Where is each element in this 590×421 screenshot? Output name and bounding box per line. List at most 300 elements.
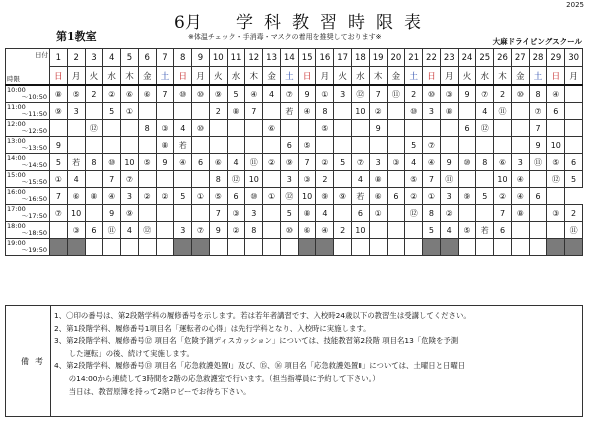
lesson-cell	[85, 137, 103, 154]
lesson-cell: ⑩	[405, 103, 423, 120]
weekday-cell: 月	[565, 67, 583, 86]
lesson-cell	[405, 239, 423, 256]
lesson-cell: 6	[192, 154, 210, 171]
date-cell: 19	[369, 49, 387, 67]
remarks-box	[5, 305, 583, 417]
weekday-cell: 火	[458, 67, 476, 86]
lesson-cell: 10	[298, 188, 316, 205]
weekday-cell: 水	[227, 67, 245, 86]
lesson-cell: 4	[352, 171, 370, 188]
weekday-cell: 水	[352, 67, 370, 86]
lesson-cell: 3	[280, 171, 298, 188]
lesson-cell	[334, 239, 352, 256]
weekday-cell: 木	[369, 67, 387, 86]
period-start: 10:00	[7, 86, 26, 94]
lesson-cell: 8	[423, 205, 441, 222]
lesson-cell	[263, 171, 281, 188]
lesson-cell	[156, 103, 174, 120]
date-cell: 10	[209, 49, 227, 67]
lesson-cell	[529, 239, 547, 256]
lesson-cell: ⑩	[192, 85, 210, 103]
lesson-cell	[369, 137, 387, 154]
lesson-cell	[103, 137, 121, 154]
weekday-cell: 日	[423, 67, 441, 86]
lesson-cell: 2	[494, 85, 512, 103]
lesson-cell: ④	[298, 103, 316, 120]
date-cell: 4	[103, 49, 121, 67]
lesson-cell	[50, 120, 68, 137]
lesson-cell: 5	[227, 85, 245, 103]
lesson-cell: ①	[369, 205, 387, 222]
lesson-cell: ⑩	[192, 120, 210, 137]
remark-line: 2、第1段階学科、履修番号1項目名「運転者の心得」は先行学科となり、入校時に実施します。	[54, 323, 371, 333]
lesson-cell	[334, 120, 352, 137]
date-cell: 21	[405, 49, 423, 67]
lesson-cell: ⑤	[458, 222, 476, 239]
weekday-cell: 日	[50, 67, 68, 86]
period-row	[6, 103, 583, 120]
lesson-cell: ④	[174, 154, 192, 171]
lesson-cell: ⑥	[67, 188, 85, 205]
lesson-cell: ⑫	[547, 171, 565, 188]
lesson-cell	[494, 239, 512, 256]
lesson-cell: 5	[565, 171, 583, 188]
lesson-cell: ⑩	[511, 85, 529, 103]
lesson-cell: 7	[369, 85, 387, 103]
lesson-cell	[494, 137, 512, 154]
lesson-cell: ⑩	[103, 154, 121, 171]
lesson-cell: ④	[316, 222, 334, 239]
period-start: 13:00	[7, 137, 26, 145]
lesson-cell	[511, 103, 529, 120]
lesson-cell: 3	[440, 188, 458, 205]
lesson-cell: ⑫	[352, 85, 370, 103]
lesson-cell	[156, 239, 174, 256]
lesson-cell	[387, 239, 405, 256]
date-cell: 27	[511, 49, 529, 67]
lesson-cell	[565, 103, 583, 120]
date-cell: 23	[440, 49, 458, 67]
lesson-cell: ⑦	[121, 171, 139, 188]
lesson-cell: ④	[511, 171, 529, 188]
lesson-cell: 9	[103, 205, 121, 222]
lesson-cell	[529, 205, 547, 222]
lesson-cell: ①	[50, 171, 68, 188]
lesson-cell: 9	[458, 85, 476, 103]
period-start: 11:00	[7, 103, 26, 111]
lesson-cell: 10	[494, 171, 512, 188]
lesson-cell: 4	[67, 171, 85, 188]
weekday-cell: 土	[156, 67, 174, 86]
lesson-cell: 3	[245, 205, 263, 222]
period-end: ～14:50	[21, 161, 47, 169]
lesson-cell	[121, 137, 139, 154]
weekday-row	[6, 67, 583, 86]
period-time	[6, 222, 50, 239]
period-end: ～10:50	[21, 93, 47, 101]
date-cell: 11	[227, 49, 245, 67]
lesson-cell: ⑤	[298, 137, 316, 154]
lesson-cell	[440, 120, 458, 137]
lesson-cell: 5	[280, 205, 298, 222]
weekday-cell: 金	[138, 67, 156, 86]
period-start: 19:00	[7, 239, 26, 247]
lesson-cell: 6	[280, 137, 298, 154]
date-cell: 17	[334, 49, 352, 67]
period-end: ～13:50	[21, 144, 47, 152]
classroom-label: 第1教室	[56, 30, 97, 43]
lesson-cell: ⑪	[440, 171, 458, 188]
date-cell: 24	[458, 49, 476, 67]
lesson-cell: ③	[387, 154, 405, 171]
period-time	[6, 137, 50, 154]
lesson-cell	[387, 137, 405, 154]
lesson-cell: 7	[50, 188, 68, 205]
lesson-cell	[334, 103, 352, 120]
lesson-cell: 6	[387, 188, 405, 205]
lesson-cell	[85, 171, 103, 188]
lesson-cell: ⑩	[423, 85, 441, 103]
lesson-cell: ⑤	[405, 171, 423, 188]
weekday-cell: 月	[316, 67, 334, 86]
lesson-cell: 6	[227, 188, 245, 205]
lesson-cell: 8	[476, 154, 494, 171]
lesson-cell	[67, 239, 85, 256]
lesson-cell: ④	[423, 154, 441, 171]
lesson-cell	[316, 239, 334, 256]
lesson-cell	[192, 103, 210, 120]
weekday-cell: 木	[494, 67, 512, 86]
lesson-cell: 4	[263, 85, 281, 103]
lesson-cell: ⑦	[50, 205, 68, 222]
date-row	[6, 49, 583, 67]
lesson-cell: 5	[405, 137, 423, 154]
date-cell: 29	[547, 49, 565, 67]
lesson-cell: ④	[547, 85, 565, 103]
lesson-cell	[138, 205, 156, 222]
weekday-cell: 木	[121, 67, 139, 86]
period-end: ～15:50	[21, 178, 47, 186]
lesson-cell: 7	[494, 205, 512, 222]
period-time	[6, 120, 50, 137]
lesson-cell: ⑤	[547, 154, 565, 171]
lesson-cell	[458, 103, 476, 120]
lesson-cell: ①	[423, 188, 441, 205]
health-notice: ※体温チェック・手消毒・マスクの着用を推奨しております※	[188, 33, 382, 41]
lesson-cell: 8	[316, 103, 334, 120]
remark-line: 1、〇印の番号は、第2段階学科の履修番号を示します。若は若年者講習です、入校時24歳以下の教習生は受講してください。	[54, 311, 471, 320]
lesson-cell: 6	[529, 188, 547, 205]
date-cell: 8	[174, 49, 192, 67]
weekday-cell: 火	[334, 67, 352, 86]
lesson-cell: ⑪	[103, 222, 121, 239]
lesson-cell	[156, 171, 174, 188]
date-cell: 9	[192, 49, 210, 67]
weekday-cell: 日	[547, 67, 565, 86]
date-cell: 2	[67, 49, 85, 67]
lesson-cell: ⑩	[245, 188, 263, 205]
lesson-cell	[547, 120, 565, 137]
lesson-cell: ⑫	[227, 171, 245, 188]
lesson-cell: ②	[494, 188, 512, 205]
date-cell: 1	[50, 49, 68, 67]
lesson-cell: ⑨	[334, 188, 352, 205]
lesson-cell	[334, 205, 352, 222]
year-label: 2025	[566, 1, 584, 9]
lesson-cell: ②	[103, 85, 121, 103]
period-row	[6, 120, 583, 137]
lesson-cell: ①	[192, 188, 210, 205]
lesson-cell: ④	[103, 188, 121, 205]
lesson-cell: ⑫	[280, 188, 298, 205]
lesson-cell	[352, 120, 370, 137]
lesson-cell: ⑪	[529, 154, 547, 171]
title-text: 学科教習時限表	[236, 13, 432, 33]
remark-line: 3、第2段階学科、履修番号⑫ 項目名「危険予測ディスカッション」については、技能教習第2段階 項目名13「危険を予測	[54, 336, 459, 346]
lesson-cell: ⑥	[263, 120, 281, 137]
lesson-cell: 5	[423, 222, 441, 239]
weekday-cell: 月	[440, 67, 458, 86]
lesson-cell: 9	[529, 137, 547, 154]
lesson-cell	[67, 120, 85, 137]
lesson-cell	[138, 171, 156, 188]
lesson-cell	[174, 239, 192, 256]
lesson-cell: 若	[67, 154, 85, 171]
lesson-cell: ⑫	[85, 120, 103, 137]
lesson-cell	[209, 137, 227, 154]
lesson-cell	[511, 120, 529, 137]
lesson-cell	[138, 103, 156, 120]
lesson-cell	[263, 137, 281, 154]
lesson-cell	[174, 171, 192, 188]
date-cell: 12	[245, 49, 263, 67]
lesson-cell	[227, 137, 245, 154]
period-time	[6, 188, 50, 205]
period-end: ～19:50	[21, 246, 47, 254]
school-name: 大麻ドライビングスクール	[492, 37, 582, 46]
period-start: 12:00	[7, 120, 26, 128]
period-time	[6, 171, 50, 188]
lesson-cell	[387, 103, 405, 120]
lesson-cell	[547, 239, 565, 256]
lesson-cell	[245, 120, 263, 137]
lesson-cell: ⑫	[138, 222, 156, 239]
lesson-cell: 9	[50, 137, 68, 154]
lesson-cell	[138, 137, 156, 154]
weekday-cell: 水	[103, 67, 121, 86]
remark-line: した運転」の後、続けて実施します。	[54, 348, 194, 358]
lesson-cell: ⑧	[369, 171, 387, 188]
remark-line: 4、第2段階学科、履修番号⑬ 項目名「応急救護処置Ⅰ」及び、⑮、⑯ 項目名「応急救護処置Ⅱ」については、土曜日と日曜日	[54, 361, 466, 371]
lesson-cell	[156, 205, 174, 222]
lesson-cell	[387, 222, 405, 239]
lesson-cell	[245, 137, 263, 154]
lesson-cell: ③	[298, 171, 316, 188]
period-start: 17:00	[7, 205, 26, 213]
lesson-cell: ⑧	[440, 103, 458, 120]
header-corner	[6, 49, 50, 86]
lesson-cell: ②	[369, 103, 387, 120]
lesson-cell: 10	[121, 154, 139, 171]
period-row	[6, 239, 583, 256]
lesson-cell: ⑨	[121, 205, 139, 222]
lesson-cell	[138, 239, 156, 256]
lesson-cell: ⑧	[50, 85, 68, 103]
lesson-cell	[352, 239, 370, 256]
lesson-cell: ⑩	[280, 222, 298, 239]
lesson-cell: ⑧	[85, 188, 103, 205]
period-start: 18:00	[7, 222, 26, 230]
lesson-cell: ⑪	[494, 103, 512, 120]
lesson-cell: 3	[334, 85, 352, 103]
period-time	[6, 154, 50, 171]
lesson-cell: 10	[67, 205, 85, 222]
period-row	[6, 188, 583, 205]
weekday-cell: 水	[476, 67, 494, 86]
date-cell: 18	[352, 49, 370, 67]
date-cell: 28	[529, 49, 547, 67]
period-end: ～18:50	[21, 229, 47, 237]
lesson-cell	[227, 239, 245, 256]
lesson-cell: ⑤	[316, 120, 334, 137]
date-cell: 5	[121, 49, 139, 67]
lesson-cell: 3	[67, 103, 85, 120]
lesson-cell: ⑨	[458, 188, 476, 205]
lesson-cell: 2	[565, 205, 583, 222]
period-end: ～16:50	[21, 195, 47, 203]
lesson-cell	[67, 137, 85, 154]
lesson-cell	[565, 239, 583, 256]
lesson-cell	[387, 120, 405, 137]
lesson-cell: 10	[352, 222, 370, 239]
lesson-cell: 2	[334, 222, 352, 239]
lesson-cell: ③	[156, 120, 174, 137]
lesson-cell	[103, 239, 121, 256]
lesson-cell: 10	[245, 171, 263, 188]
lesson-cell	[174, 205, 192, 222]
lesson-cell: ⑤	[67, 85, 85, 103]
lesson-cell: ②	[227, 222, 245, 239]
date-cell: 14	[280, 49, 298, 67]
weekday-cell: 日	[298, 67, 316, 86]
schedule-table	[5, 48, 583, 256]
lesson-cell: ①	[263, 188, 281, 205]
lesson-cell	[50, 239, 68, 256]
lesson-cell: ④	[245, 85, 263, 103]
lesson-cell	[334, 171, 352, 188]
lesson-cell: 9	[209, 222, 227, 239]
lesson-cell: 2	[405, 85, 423, 103]
lesson-cell	[280, 239, 298, 256]
lesson-cell: ⑩	[458, 154, 476, 171]
lesson-cell: ①	[316, 85, 334, 103]
period-end: ～17:50	[21, 212, 47, 220]
lesson-cell	[85, 103, 103, 120]
lesson-cell	[458, 171, 476, 188]
date-cell: 16	[316, 49, 334, 67]
weekday-cell: 火	[85, 67, 103, 86]
lesson-cell: ⑪	[387, 85, 405, 103]
lesson-cell: ⑦	[192, 222, 210, 239]
date-cell: 26	[494, 49, 512, 67]
lesson-cell: ②	[405, 188, 423, 205]
lesson-cell: 2	[209, 103, 227, 120]
lesson-cell	[529, 171, 547, 188]
weekday-cell: 火	[209, 67, 227, 86]
lesson-cell: 3	[121, 188, 139, 205]
lesson-cell	[209, 120, 227, 137]
lesson-cell: ⑧	[298, 205, 316, 222]
lesson-cell: 6	[565, 154, 583, 171]
lesson-cell	[192, 205, 210, 222]
lesson-cell: 若	[352, 188, 370, 205]
lesson-cell	[369, 222, 387, 239]
lesson-cell	[263, 222, 281, 239]
lesson-cell: 8	[245, 222, 263, 239]
lesson-cell: 3	[369, 154, 387, 171]
lesson-cell	[547, 222, 565, 239]
lesson-cell	[280, 120, 298, 137]
lesson-cell: ②	[156, 188, 174, 205]
lesson-cell: 9	[440, 154, 458, 171]
period-time	[6, 205, 50, 222]
date-cell: 13	[263, 49, 281, 67]
lesson-cell	[529, 222, 547, 239]
lesson-cell: 4	[227, 154, 245, 171]
lesson-cell	[352, 137, 370, 154]
lesson-cell	[156, 222, 174, 239]
lesson-cell	[263, 205, 281, 222]
lesson-cell: ②	[138, 188, 156, 205]
lesson-cell	[458, 205, 476, 222]
weekday-cell: 月	[67, 67, 85, 86]
remarks-body	[54, 310, 578, 398]
lesson-cell: ⑫	[476, 120, 494, 137]
lesson-cell: ①	[121, 103, 139, 120]
lesson-cell	[565, 137, 583, 154]
lesson-cell: 9	[156, 154, 174, 171]
lesson-cell: 7	[423, 171, 441, 188]
lesson-cell: ③	[227, 205, 245, 222]
lesson-cell: ⑦	[529, 103, 547, 120]
lesson-cell	[334, 137, 352, 154]
date-cell: 3	[85, 49, 103, 67]
lesson-cell	[440, 137, 458, 154]
lesson-cell: 5	[334, 154, 352, 171]
lesson-cell: 若	[476, 222, 494, 239]
lesson-cell: 4	[121, 222, 139, 239]
lesson-cell: 10	[547, 137, 565, 154]
lesson-cell	[511, 222, 529, 239]
lesson-cell: 2	[85, 85, 103, 103]
period-end: ～11:50	[21, 110, 47, 118]
lesson-cell: 8	[209, 171, 227, 188]
period-start: 14:00	[7, 154, 26, 162]
lesson-cell	[476, 137, 494, 154]
lesson-cell: ⑧	[156, 137, 174, 154]
period-row	[6, 154, 583, 171]
lesson-cell: ⑤	[209, 188, 227, 205]
lesson-cell: 2	[316, 171, 334, 188]
lesson-cell: 6	[458, 120, 476, 137]
lesson-cell: 3	[174, 222, 192, 239]
period-time	[6, 239, 50, 256]
weekday-cell: 月	[192, 67, 210, 86]
lesson-cell: ⑥	[298, 222, 316, 239]
lesson-cell: ②	[440, 205, 458, 222]
lesson-cell	[298, 239, 316, 256]
lesson-cell: 若	[174, 137, 192, 154]
